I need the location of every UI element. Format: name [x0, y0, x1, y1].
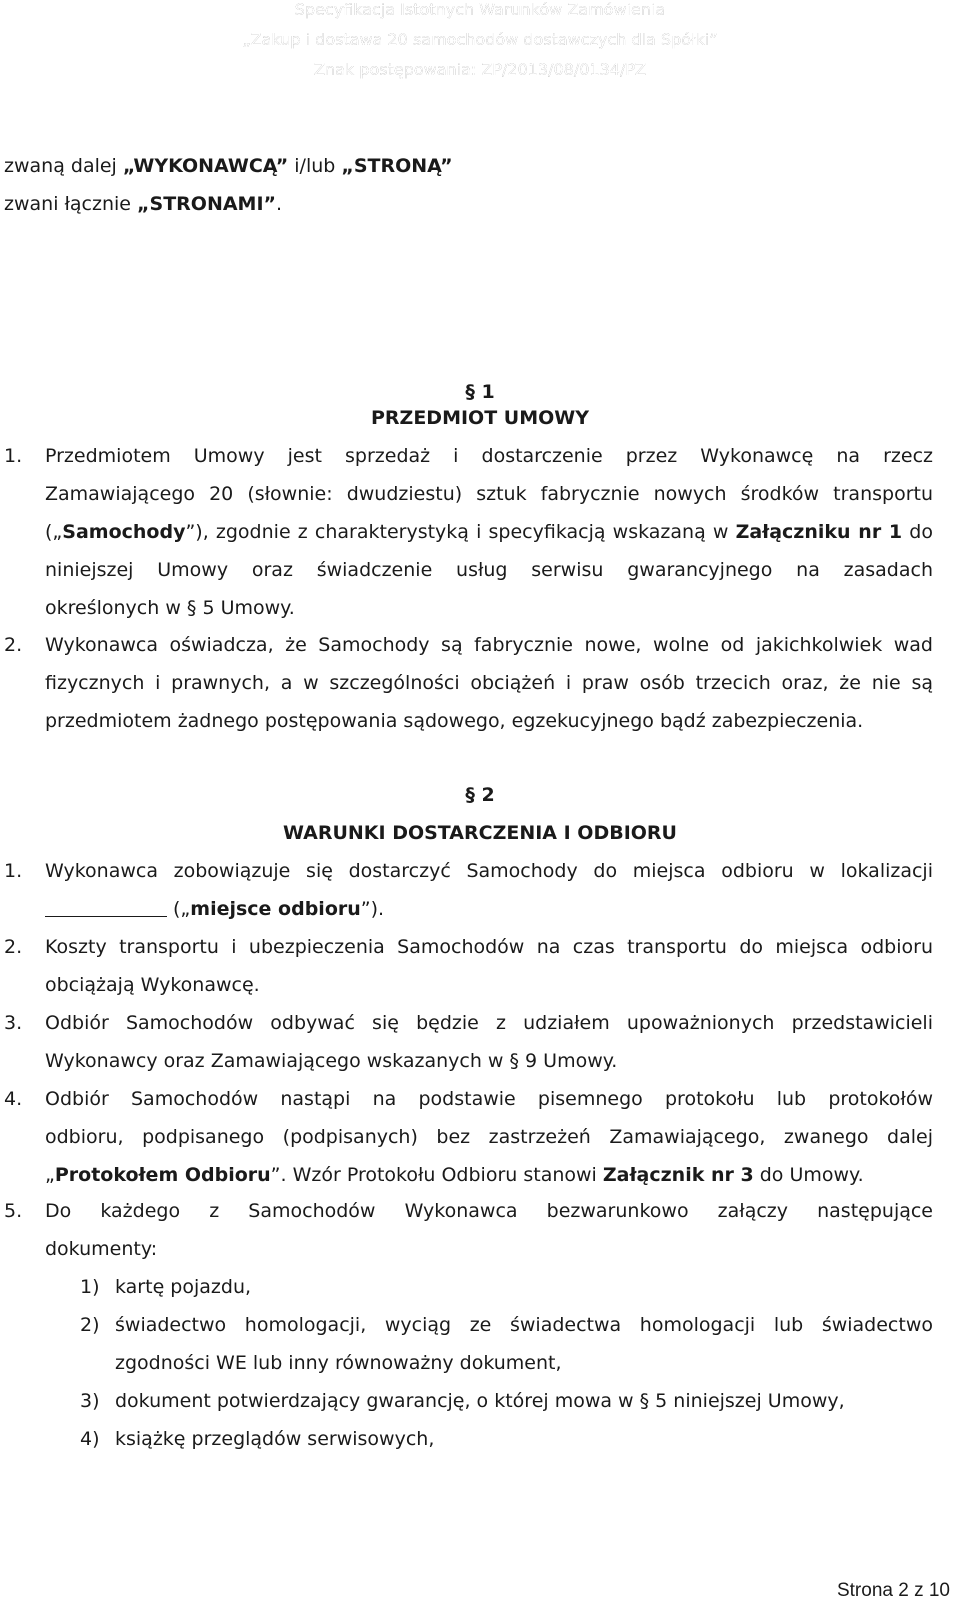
s2-p3-line-2: Wykonawcy oraz Zamawiającego wskazanych w § 9 Umowy.: [45, 1050, 618, 1072]
wykonawca-term: „WYKONAWCĄ”: [122, 155, 289, 177]
s2-p2-line-2: obciążają Wykonawcę.: [45, 974, 260, 996]
s1-p1-line-2: Zamawiającego 20 (słownie: dwudziestu) sztuk fabrycznie nowych środków transportu: [45, 483, 933, 505]
s1-p2-number: 2.: [4, 634, 23, 656]
list-item-continued: zgodności WE lub inny równoważny dokument,: [115, 1352, 562, 1374]
s2-p5-line-1: Do każdego z Samochodów Wykonawca bezwarunkowo załączy następujące: [45, 1200, 933, 1222]
intro-text: zwaną dalej: [4, 155, 123, 177]
s2-p1-number: 1.: [4, 860, 23, 882]
list-item-number: 1): [80, 1276, 100, 1298]
samochody-term: Samochody: [62, 521, 186, 543]
header-line-1: Specyfikacja Istotnych Warunków Zamówienia: [294, 0, 666, 19]
strony-term: „STRONAMI”: [137, 193, 277, 215]
intro-text: zwani łącznie: [4, 193, 138, 215]
s2-p1-line-1: Wykonawca zobowiązuje się dostarczyć Samochody do miejsca odbioru w lokalizacji: [45, 860, 933, 882]
header-line-3: Znak postępowania: ZP/2013/08/0134/PZ: [314, 60, 646, 79]
text: („: [173, 898, 191, 920]
s2-p4-line-2: odbioru, podpisanego (podpisanych) bez zastrzeżeń Zamawiającego, zwanego dalej: [45, 1126, 933, 1148]
s2-p3-line-1: Odbiór Samochodów odbywać się będzie z udziałem upoważnionych przedstawicieli: [45, 1012, 933, 1034]
text: ”. Wzór Protokołu Odbioru stanowi: [270, 1164, 603, 1186]
list-item: świadectwo homologacji, wyciąg ze świadectwa homologacji lub świadectwo: [115, 1314, 933, 1336]
s1-p1-line-4: niniejszej Umowy oraz świadczenie usług serwisu gwarancyjnego na zasadach: [45, 559, 933, 581]
intro-text: .: [276, 193, 283, 215]
miejsce-odbioru-term: miejsce odbioru: [190, 898, 361, 920]
list-item: książkę przeglądów serwisowych,: [115, 1428, 435, 1450]
s2-p2-number: 2.: [4, 936, 23, 958]
s1-p1-number: 1.: [4, 445, 23, 467]
intro-text: i/lub: [288, 155, 342, 177]
intro-line-2: [4, 193, 282, 215]
s2-p4-line-1: Odbiór Samochodów nastąpi na podstawie pisemnego protokołu lub protokołów: [45, 1088, 933, 1110]
header-line-2: „Zakup i dostawa 20 samochodów dostawczych dla Spółki”: [242, 30, 718, 49]
s2-p2-line-1: Koszty transportu i ubezpieczenia Samochodów na czas transportu do miejsca odbioru: [45, 936, 933, 958]
list-item-number: 3): [80, 1390, 100, 1412]
section-2-title: WARUNKI DOSTARCZENIA I ODBIORU: [283, 822, 677, 844]
list-item: kartę pojazdu,: [115, 1276, 252, 1298]
s2-p1-line-2: [45, 898, 384, 920]
text: „: [45, 1164, 55, 1186]
blank-location-field: [45, 898, 167, 917]
zalacznik-1-ref: Załączniku nr 1: [735, 521, 903, 543]
s1-p2-line-3: przedmiotem żadnego postępowania sądowego, egzekucyjnego bądź zabezpieczenia.: [45, 710, 864, 732]
s1-p2-line-2: fizycznych i prawnych, a w szczególności obciążeń i praw osób trzecich oraz, że nie są: [45, 672, 933, 694]
section-1-sign: § 1: [465, 381, 495, 403]
s2-p5-number: 5.: [4, 1200, 23, 1222]
text: („: [45, 521, 63, 543]
list-item-number: 2): [80, 1314, 100, 1336]
s1-p1-line-1: Przedmiotem Umowy jest sprzedaż i dostarczenie przez Wykonawcę na rzecz: [45, 445, 933, 467]
intro-line-1: [4, 155, 453, 177]
page-number: Strona 2 z 10: [836, 1580, 950, 1601]
s1-p2-line-1: Wykonawca oświadcza, że Samochody są fabrycznie nowe, wolne od jakichkolwiek wad: [45, 634, 933, 656]
section-1-title: PRZEDMIOT UMOWY: [371, 407, 589, 429]
s2-p5-line-2: dokumenty:: [45, 1238, 158, 1260]
section-2-sign: § 2: [465, 784, 495, 806]
s1-p1-line-3: [45, 521, 933, 543]
s2-p4-line-3: [45, 1164, 864, 1186]
text: ”).: [360, 898, 385, 920]
protokol-odbioru-term: Protokołem Odbioru: [54, 1164, 271, 1186]
text: do Umowy.: [753, 1164, 864, 1186]
strona-term: „STRONĄ”: [341, 155, 453, 177]
s2-p4-number: 4.: [4, 1088, 23, 1110]
list-item-number: 4): [80, 1428, 100, 1450]
zalacznik-3-ref: Załącznik nr 3: [602, 1164, 754, 1186]
list-item: dokument potwierdzający gwarancję, o której mowa w § 5 niniejszej Umowy,: [115, 1390, 845, 1412]
text: do: [902, 521, 933, 543]
s1-p1-line-5: określonych w § 5 Umowy.: [45, 597, 295, 619]
s2-p3-number: 3.: [4, 1012, 23, 1034]
text: ”), zgodnie z charakterystyką i specyfikacją wskazaną w: [185, 521, 736, 543]
